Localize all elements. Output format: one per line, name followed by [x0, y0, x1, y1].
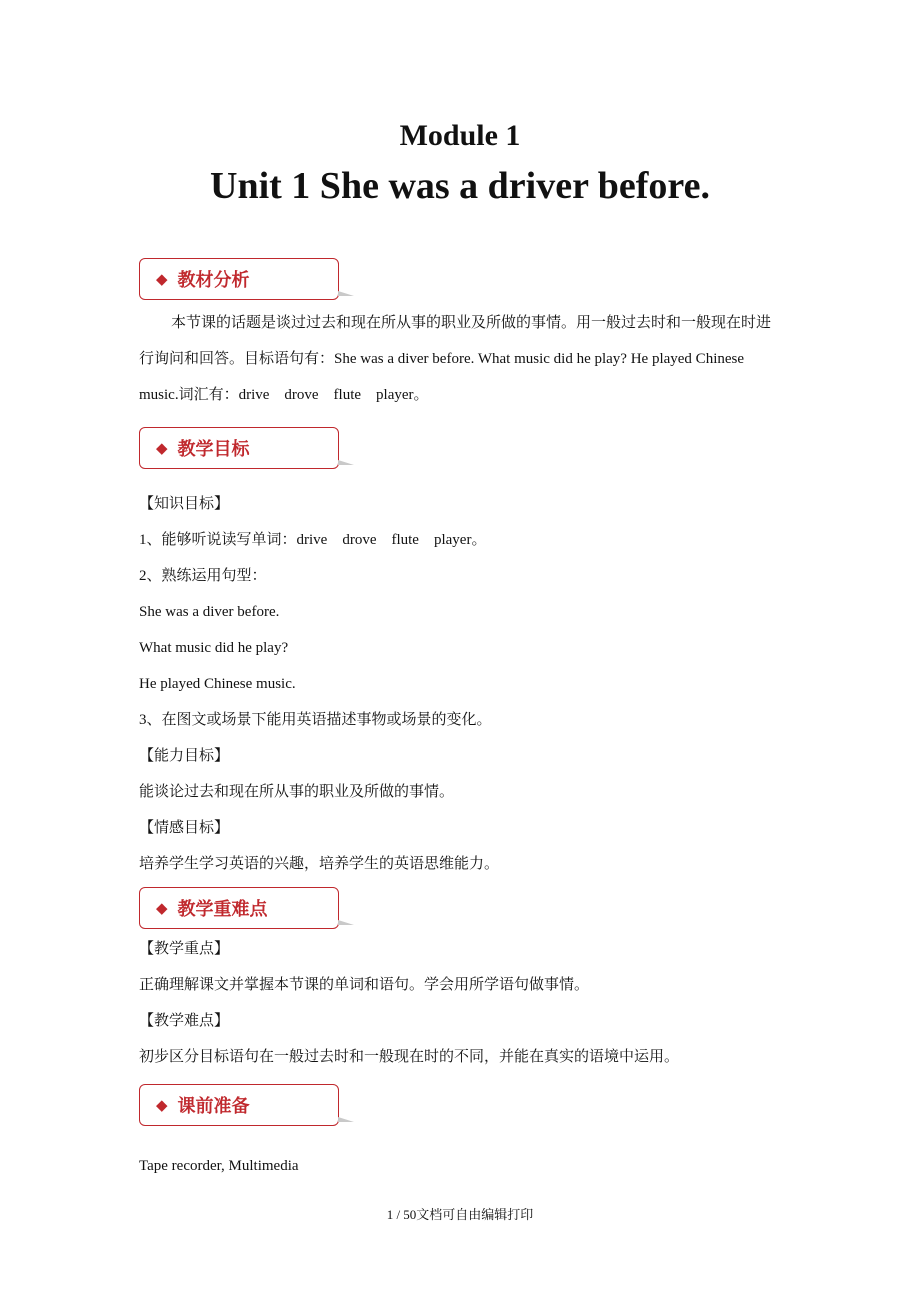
difficulty-heading: 【教学难点】: [139, 1013, 230, 1029]
analysis-paragraph: 本节课的话题是谈过过去和现在所从事的职业及所做的事情。用一般过去时和一般现在时进行询问和回答。目标语句有：She was a diver before. What music did he play? He played Chinese music.词汇有：drive drove flute player。: [139, 315, 772, 403]
preparation-text: Tape recorder, Multimedia: [139, 1158, 299, 1174]
sentence-2: What music did he play?: [139, 640, 289, 656]
section-header-keypoints: [139, 887, 339, 929]
sentence-3: He played Chinese music.: [139, 676, 296, 692]
ability-heading: 【能力目标】: [139, 748, 230, 764]
section-label: 教学重难点: [177, 899, 268, 920]
section-header-goals: [139, 427, 339, 469]
section-label: 教材分析: [177, 270, 250, 291]
section-header-analysis: [139, 258, 339, 300]
page-footer: 1 / 50文档可自由编辑打印: [386, 1207, 534, 1222]
diamond-icon: ◆: [156, 899, 168, 917]
section-label: 教学目标: [177, 439, 250, 460]
diamond-icon: ◆: [156, 439, 168, 457]
sentence-1: She was a diver before.: [139, 604, 280, 620]
section-header-preparation: [139, 1084, 339, 1126]
emotion-text: 培养学生学习英语的兴趣，培养学生的英语思维能力。: [139, 856, 500, 872]
goal-item-2: 2、熟练运用句型：: [139, 568, 267, 584]
knowledge-heading: 【知识目标】: [139, 496, 230, 512]
goal-item-1: 1、能够听说读写单词：drive drove flute player。: [139, 532, 487, 548]
focus-heading: 【教学重点】: [139, 941, 230, 957]
module-title: Module 1: [399, 119, 521, 152]
focus-text: 正确理解课文并掌握本节课的单词和语句。学会用所学语句做事情。: [139, 977, 590, 993]
section-label: 课前准备: [177, 1096, 250, 1117]
diamond-icon: ◆: [156, 270, 168, 288]
unit-title: Unit 1 She was a driver before.: [210, 165, 710, 207]
diamond-icon: ◆: [156, 1096, 168, 1114]
ability-text: 能谈论过去和现在所从事的职业及所做的事情。: [139, 784, 455, 800]
emotion-heading: 【情感目标】: [139, 820, 230, 836]
goal-item-3: 3、在图文或场景下能用英语描述事物或场景的变化。: [139, 712, 492, 728]
difficulty-text: 初步区分目标语句在一般过去时和一般现在时的不同，并能在真实的语境中运用。: [139, 1049, 680, 1065]
